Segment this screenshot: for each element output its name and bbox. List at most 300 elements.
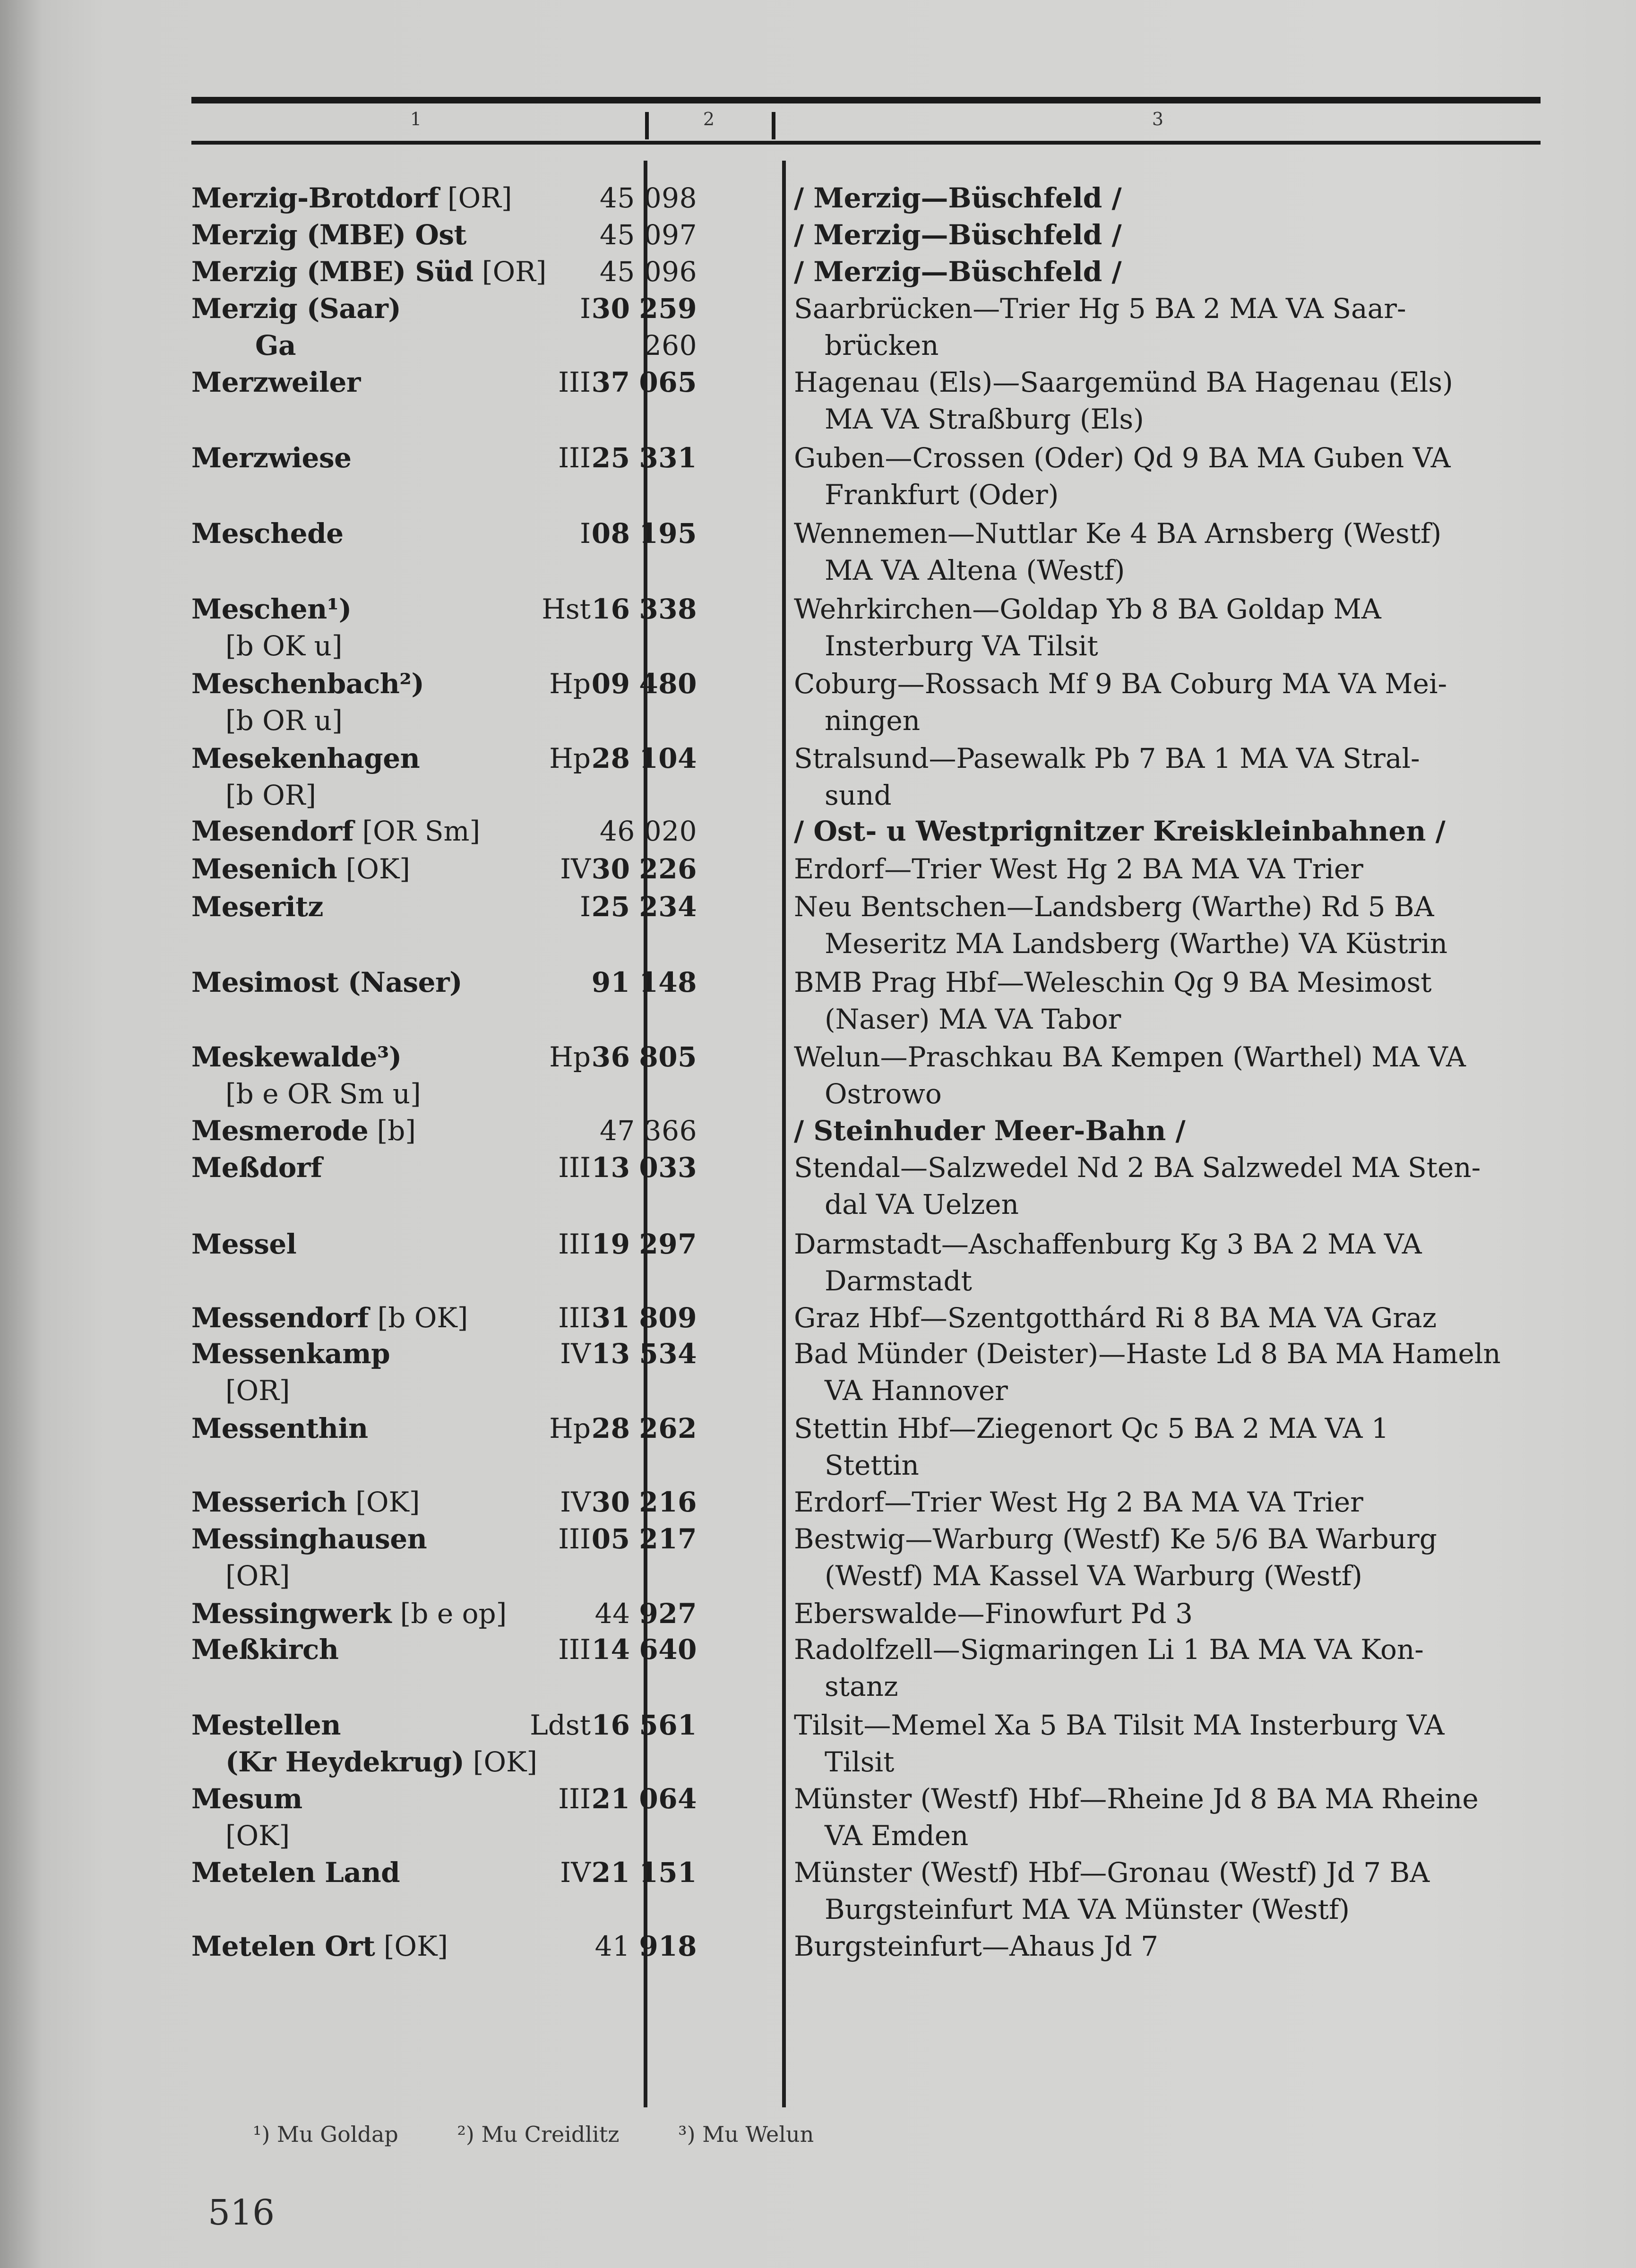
station-number <box>600 253 697 290</box>
station-name-cell <box>191 850 410 887</box>
table-line <box>191 1595 1552 1632</box>
number-suffix: 805 <box>639 1041 697 1073</box>
table-line <box>191 1112 1552 1149</box>
number-suffix: 534 <box>639 1338 697 1370</box>
station-name-continued <box>225 627 343 664</box>
table-row <box>191 216 1552 253</box>
table-line <box>191 1557 1552 1594</box>
station-name-continued <box>225 777 316 814</box>
station-class: III <box>558 1228 591 1260</box>
table-line <box>191 1521 1552 1557</box>
station-suffix: [b e op] <box>391 1598 507 1630</box>
station-qualifier: [b e OR Sm u] <box>225 1078 421 1110</box>
station-name: Messenthin <box>191 1412 368 1444</box>
number-suffix: 064 <box>639 1783 697 1815</box>
station-class: IV <box>560 1338 591 1370</box>
station-name: Messenkamp <box>191 1338 390 1370</box>
table-row <box>191 1112 1552 1149</box>
station-number <box>600 813 697 850</box>
route-description: ningen <box>825 704 921 737</box>
table-line <box>191 439 1552 476</box>
header-separator <box>772 112 775 139</box>
table-line <box>191 253 1552 290</box>
station-name: Meßdorf <box>191 1151 322 1184</box>
table-row <box>191 1854 1552 1928</box>
number-prefix: 36 <box>591 1041 630 1073</box>
number-prefix: 30 <box>591 292 630 325</box>
number-prefix: 21 <box>591 1856 630 1889</box>
station-name: Mestellen <box>191 1709 341 1741</box>
station-class: III <box>558 1302 591 1334</box>
number-suffix: 480 <box>639 668 697 700</box>
number-suffix: 096 <box>644 256 697 288</box>
header-rule <box>191 141 1541 145</box>
station-name: Messingwerk <box>191 1598 392 1630</box>
station-name-cell <box>191 1226 296 1263</box>
station-name-continued <box>225 1075 421 1112</box>
table-line <box>191 591 1552 627</box>
number-prefix: 13 <box>591 1338 630 1370</box>
station-number <box>595 1595 697 1632</box>
table-line <box>191 216 1552 253</box>
route-description: Meseritz MA Landsberg (Warthe) VA Küstrin <box>825 928 1448 960</box>
table-line <box>191 1854 1552 1891</box>
station-name-cell <box>191 1039 402 1075</box>
table-row <box>191 740 1552 814</box>
station-name-cell <box>191 1410 368 1447</box>
table-row <box>191 850 1552 887</box>
route-description: (Naser) MA VA Tabor <box>825 1003 1121 1035</box>
station-number <box>592 364 697 401</box>
station-name: Mesenich <box>191 853 337 885</box>
station-name: Merzwiese <box>191 442 352 474</box>
station-class: IV <box>560 1486 591 1518</box>
station-name: Messerich <box>191 1486 347 1518</box>
station-subnumber: 260 <box>644 329 697 361</box>
station-number <box>592 1149 697 1186</box>
route-description: Welun—Praschkau BA Kempen (Warthel) MA VA <box>794 1041 1466 1073</box>
route-description: dal VA Uelzen <box>825 1188 1019 1220</box>
station-name: Metelen Land <box>191 1856 400 1889</box>
route-description: / Merzig—Büschfeld / <box>794 182 1122 214</box>
station-district: (Kr Heydekrug) <box>225 1746 465 1778</box>
route-description: Münster (Westf) Hbf—Gronau (Westf) Jd 7 BA <box>794 1856 1430 1889</box>
station-class: I <box>580 292 591 325</box>
number-suffix: 297 <box>639 1228 697 1260</box>
table-row <box>191 515 1552 589</box>
route-description: Stettin <box>825 1449 919 1481</box>
station-name: Merzig (MBE) Süd <box>191 256 474 288</box>
number-prefix: 44 <box>594 1598 630 1630</box>
number-suffix: 262 <box>639 1412 697 1444</box>
station-name: Merzweiler <box>191 366 361 398</box>
number-suffix: 259 <box>639 292 697 325</box>
table-line <box>191 1928 1552 1965</box>
station-name-cell <box>191 1707 341 1744</box>
station-number <box>592 1780 697 1817</box>
number-suffix: 331 <box>639 442 697 474</box>
header-separator <box>645 112 649 139</box>
station-number <box>592 1521 697 1557</box>
footnote: ¹) Mu Goldap <box>253 2122 398 2147</box>
number-suffix: 226 <box>639 853 697 885</box>
table-line <box>191 1668 1552 1705</box>
station-name: Meßkirch <box>191 1633 339 1666</box>
station-suffix: [OK] <box>375 1930 448 1962</box>
station-number <box>592 515 697 552</box>
station-class: III <box>558 366 591 398</box>
number-prefix: 28 <box>591 742 630 774</box>
route-description: Stettin Hbf—Ziegenort Qc 5 BA 2 MA VA 1 <box>794 1412 1389 1444</box>
station-name: Merzig (MBE) Ost <box>191 219 466 251</box>
station-name-cell <box>191 1299 468 1336</box>
number-prefix: 41 <box>594 1930 630 1962</box>
station-qualifier: [b OK u] <box>225 630 343 662</box>
station-name-cell <box>191 888 323 925</box>
number-prefix: 09 <box>591 668 630 700</box>
station-name-continued <box>225 702 343 739</box>
route-description: brücken <box>825 329 939 361</box>
route-description: MA VA Straßburg (Els) <box>825 403 1144 435</box>
route-description: Frankfurt (Oder) <box>825 479 1059 511</box>
number-suffix: 234 <box>639 891 697 923</box>
station-suffix: [OR Sm] <box>353 815 481 847</box>
station-suffix: [OK] <box>337 853 410 885</box>
route-description: Saarbrücken—Trier Hg 5 BA 2 MA VA Saar- <box>794 292 1406 325</box>
table-line <box>191 1186 1552 1223</box>
station-class: I <box>580 517 591 550</box>
station-class: Hp <box>549 1412 591 1444</box>
station-qualifier: [b OR] <box>225 779 317 811</box>
table-line <box>191 515 1552 552</box>
table-line <box>191 1039 1552 1075</box>
table-line <box>191 1335 1552 1372</box>
route-description: Hagenau (Els)—Saargemünd BA Hagenau (Els) <box>794 366 1453 398</box>
station-name-cell <box>191 1149 322 1186</box>
route-description: Wennemen—Nuttlar Ke 4 BA Arnsberg (Westf) <box>794 517 1442 550</box>
number-suffix: 561 <box>639 1709 697 1741</box>
number-prefix: 30 <box>591 853 630 885</box>
station-number <box>592 1226 697 1263</box>
route-description: Insterburg VA Tilsit <box>825 630 1098 662</box>
table-line <box>191 401 1552 438</box>
station-name: Messel <box>191 1228 297 1260</box>
station-suffix: [OR] <box>439 182 512 214</box>
table-row <box>191 1299 1552 1336</box>
number-suffix: 918 <box>639 1930 697 1962</box>
table-row <box>191 1226 1552 1299</box>
station-name: Mesmerode <box>191 1115 369 1147</box>
station-name-cell <box>191 1112 416 1149</box>
table-row <box>191 290 1552 364</box>
number-prefix: 47 <box>600 1115 635 1147</box>
number-prefix: 37 <box>591 366 630 398</box>
number-prefix: 91 <box>591 966 630 998</box>
number-prefix: 28 <box>591 1412 630 1444</box>
station-number <box>592 1631 697 1668</box>
station-name: Meschenbach²) <box>191 668 424 700</box>
station-number <box>592 850 697 887</box>
number-suffix: 640 <box>639 1633 697 1666</box>
number-suffix: 151 <box>639 1856 697 1889</box>
station-number <box>592 1707 697 1744</box>
station-suffix: [OR] <box>473 256 547 288</box>
station-number <box>595 1928 697 1965</box>
route-description: VA Hannover <box>825 1375 1008 1407</box>
route-description: Stendal—Salzwedel Nd 2 BA Salzwedel MA Sten- <box>794 1151 1481 1184</box>
table-line <box>191 1075 1552 1112</box>
station-number <box>592 439 697 476</box>
route-description: Eberswalde—Finowfurt Pd 3 <box>794 1598 1193 1630</box>
station-name-cell <box>191 1484 420 1521</box>
station-name-cell <box>191 515 344 552</box>
station-name: Meskewalde³) <box>191 1041 402 1073</box>
number-suffix: 098 <box>644 182 697 214</box>
station-name: Mesendorf <box>191 815 354 847</box>
station-name: Merzig (Saar) <box>191 292 401 325</box>
station-name-cell <box>191 364 361 401</box>
number-suffix: 927 <box>639 1598 697 1630</box>
number-prefix: 31 <box>591 1302 630 1334</box>
station-number <box>600 1112 697 1149</box>
table-line <box>191 665 1552 702</box>
station-suffix: [OK] <box>346 1486 420 1518</box>
table-row <box>191 439 1552 513</box>
station-name-continued <box>225 1557 290 1594</box>
station-suffix: [OK] <box>464 1746 537 1778</box>
route-description: (Westf) MA Kassel VA Warburg (Westf) <box>825 1560 1362 1592</box>
route-description: / Steinhuder Meer-Bahn / <box>794 1115 1186 1147</box>
number-prefix: 16 <box>591 1709 630 1741</box>
station-name-continued <box>225 1817 290 1854</box>
table-row <box>191 364 1552 438</box>
table-line <box>191 702 1552 739</box>
station-class: Hp <box>549 1041 591 1073</box>
route-description: stanz <box>825 1670 898 1702</box>
route-description: Erdorf—Trier West Hg 2 BA MA VA Trier <box>794 853 1363 885</box>
number-prefix: 45 <box>600 182 635 214</box>
route-description: Bad Münder (Deister)—Haste Ld 8 BA MA Hameln <box>794 1338 1501 1370</box>
station-class: Hp <box>549 742 591 774</box>
column-header-3: 3 <box>1152 109 1164 129</box>
route-description: / Merzig—Büschfeld / <box>794 219 1122 251</box>
table-line <box>191 180 1552 216</box>
table-line <box>191 1891 1552 1928</box>
table-row <box>191 1484 1552 1521</box>
station-number <box>592 1299 697 1336</box>
table-line <box>191 290 1552 327</box>
table-line <box>191 777 1552 814</box>
route-description: Coburg—Rossach Mf 9 BA Coburg MA VA Mei- <box>794 668 1447 700</box>
station-class: III <box>558 1523 591 1555</box>
table-line <box>191 888 1552 925</box>
table-line <box>191 327 1552 364</box>
station-name-cell <box>191 1854 400 1891</box>
station-name-cell <box>191 1595 507 1632</box>
table-row <box>191 1707 1552 1780</box>
number-prefix: 08 <box>591 517 630 550</box>
table-line <box>191 1447 1552 1484</box>
column-header-1: 1 <box>410 109 422 129</box>
station-name-cell <box>191 1928 448 1965</box>
station-class: Hp <box>549 668 591 700</box>
column-header-2: 2 <box>703 109 715 129</box>
table-row <box>191 591 1552 664</box>
station-number <box>592 290 697 327</box>
number-suffix: 020 <box>644 815 697 847</box>
table-row <box>191 1410 1552 1484</box>
table-line <box>191 1263 1552 1299</box>
table-row <box>191 1631 1552 1705</box>
station-class: IV <box>560 853 591 885</box>
table-row <box>191 1039 1552 1112</box>
station-name-cell <box>191 1631 338 1668</box>
station-class: III <box>558 1633 591 1666</box>
table-row <box>191 665 1552 739</box>
number-prefix: 45 <box>600 256 635 288</box>
station-name-cell <box>191 964 462 1001</box>
station-number <box>592 740 697 777</box>
table-line <box>191 1780 1552 1817</box>
number-prefix: 05 <box>591 1523 630 1555</box>
station-class: Hst <box>542 593 591 625</box>
table-line <box>191 964 1552 1001</box>
table-line <box>191 1149 1552 1186</box>
station-number <box>592 1335 697 1372</box>
number-prefix: 19 <box>591 1228 630 1260</box>
table-line <box>191 476 1552 513</box>
number-suffix: 216 <box>639 1486 697 1518</box>
station-name: Mesekenhagen <box>191 742 420 774</box>
table-line <box>191 1817 1552 1854</box>
route-description: Erdorf—Trier West Hg 2 BA MA VA Trier <box>794 1486 1363 1518</box>
table-line <box>191 1744 1552 1780</box>
station-number <box>592 964 697 1001</box>
route-description: Tilsit—Memel Xa 5 BA Tilsit MA Insterburg VA <box>794 1709 1445 1741</box>
number-prefix: 46 <box>600 815 635 847</box>
station-name: Meseritz <box>191 891 323 923</box>
number-suffix: 809 <box>639 1302 697 1334</box>
number-suffix: 104 <box>639 742 697 774</box>
station-qualifier: [b OR u] <box>225 704 343 737</box>
station-class: Ldst <box>530 1709 591 1741</box>
station-suffix: [b] <box>368 1115 416 1147</box>
route-description: sund <box>825 779 892 811</box>
route-description: Ostrowo <box>825 1078 942 1110</box>
table-row <box>191 253 1552 290</box>
number-suffix: 065 <box>639 366 697 398</box>
table-line <box>191 1226 1552 1263</box>
station-number <box>592 665 697 702</box>
table-row <box>191 1595 1552 1632</box>
number-prefix: 21 <box>591 1783 630 1815</box>
station-number <box>592 1484 697 1521</box>
number-suffix: 097 <box>644 219 697 251</box>
station-name-cell <box>191 290 401 327</box>
table-line <box>191 1631 1552 1668</box>
route-description: Neu Bentschen—Landsberg (Warthe) Rd 5 BA <box>794 891 1434 923</box>
number-prefix: 45 <box>600 219 635 251</box>
table-line <box>191 925 1552 962</box>
station-number <box>592 888 697 925</box>
route-description: Tilsit <box>825 1746 895 1778</box>
station-name-continued <box>225 1744 537 1780</box>
station-name: Mesimost (Naser) <box>191 966 463 998</box>
number-prefix: 14 <box>591 1633 630 1666</box>
footnote: ²) Mu Creidlitz <box>457 2122 620 2147</box>
station-name: Messendorf <box>191 1302 369 1334</box>
number-suffix: 033 <box>639 1151 697 1184</box>
station-name-cell <box>191 591 352 627</box>
station-name-cell <box>191 1780 302 1817</box>
number-suffix: 366 <box>644 1115 697 1147</box>
table-line <box>191 1001 1552 1038</box>
station-name: Meschede <box>191 517 344 550</box>
table-line <box>191 850 1552 887</box>
table-line <box>191 552 1552 589</box>
table-line <box>191 1410 1552 1447</box>
number-suffix: 148 <box>639 966 697 998</box>
route-description: VA Emden <box>825 1820 969 1852</box>
station-name: Meschen¹) <box>191 593 352 625</box>
table-line <box>191 740 1552 777</box>
route-description: BMB Prag Hbf—Weleschin Qg 9 BA Mesimost <box>794 966 1432 998</box>
route-description: / Merzig—Büschfeld / <box>794 256 1122 288</box>
number-suffix: 338 <box>639 593 697 625</box>
station-name-continued <box>225 1372 290 1409</box>
footnotes <box>253 2122 866 2147</box>
number-suffix: 217 <box>639 1523 697 1555</box>
table-row <box>191 1780 1552 1854</box>
station-name: Messinghausen <box>191 1523 427 1555</box>
number-suffix: 195 <box>639 517 697 550</box>
station-name-cell <box>191 1335 390 1372</box>
number-prefix: 16 <box>591 593 630 625</box>
route-description: Radolfzell—Sigmaringen Li 1 BA MA VA Kon- <box>794 1633 1424 1666</box>
route-description: Wehrkirchen—Goldap Yb 8 BA Goldap MA <box>794 593 1381 625</box>
station-class: I <box>580 891 591 923</box>
route-description: Graz Hbf—Szentgotthárd Ri 8 BA MA VA Graz <box>794 1302 1437 1334</box>
table-line <box>191 364 1552 401</box>
station-name: Metelen Ort <box>191 1930 375 1962</box>
station-number <box>592 1410 697 1447</box>
station-name-cell <box>191 740 420 777</box>
table-row <box>191 1335 1552 1409</box>
station-name-cell <box>191 813 480 850</box>
station-qualifier: [OR] <box>225 1375 290 1407</box>
station-name: Merzig-Brotdorf <box>191 182 439 214</box>
table-row <box>191 1521 1552 1594</box>
station-class: IV <box>560 1856 591 1889</box>
table-row <box>191 964 1552 1038</box>
station-class: III <box>558 442 591 474</box>
number-prefix: 30 <box>591 1486 630 1518</box>
route-description: Guben—Crossen (Oder) Qd 9 BA MA Guben VA <box>794 442 1451 474</box>
table-line <box>191 813 1552 850</box>
station-number <box>600 180 697 216</box>
top-rule <box>191 97 1541 103</box>
route-description: Darmstadt <box>825 1265 972 1297</box>
station-class: III <box>558 1151 591 1184</box>
table-line <box>191 1484 1552 1521</box>
number-prefix: 25 <box>591 442 630 474</box>
table-row <box>191 1928 1552 1965</box>
route-description: / Ost- u Westprignitzer Kreiskleinbahnen / <box>794 815 1446 847</box>
station-suffix: [b OK] <box>369 1302 468 1334</box>
table-line <box>191 627 1552 664</box>
station-name: Mesum <box>191 1783 302 1815</box>
table-line <box>191 1372 1552 1409</box>
